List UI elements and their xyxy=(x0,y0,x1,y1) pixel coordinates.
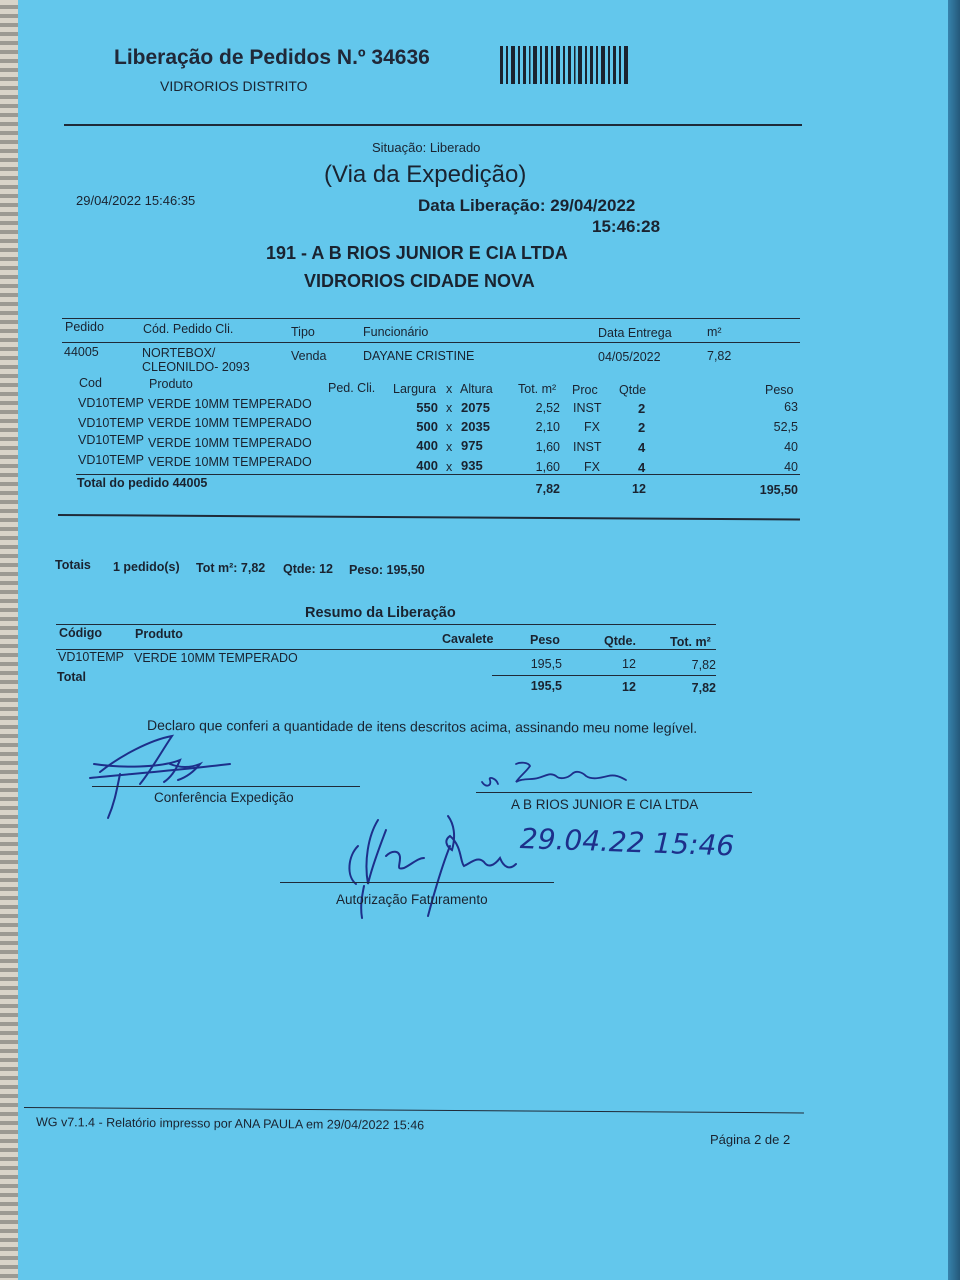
col-cod-pedido-cli: Cód. Pedido Cli. xyxy=(143,322,234,336)
order-total-label: Total do pedido 44005 xyxy=(77,476,208,490)
items-col-produto: Produto xyxy=(149,377,193,391)
item-produto: VERDE 10MM TEMPERADO xyxy=(148,397,312,411)
item-proc: FX xyxy=(584,460,600,474)
col-funcionario: Funcionário xyxy=(363,325,429,339)
declaration-text: Declaro que conferi a quantidade de itens descritos acima, assinando meu nome legível. xyxy=(146,717,698,736)
footer-printed-by: WG v7.1.4 - Relatório impresso por ANA PAULA em 29/04/2022 15:46 xyxy=(35,1115,425,1133)
summary-col-cavalete: Cavalete xyxy=(442,632,494,646)
item-produto: VERDE 10MM TEMPERADO xyxy=(148,436,312,450)
summary-total-label: Total xyxy=(57,670,86,684)
item-altura: 935 xyxy=(461,458,483,473)
summary-codigo: VD10TEMP xyxy=(58,650,124,664)
item-cod: VD10TEMP xyxy=(78,433,144,447)
conferencia-label: Conferência Expedição xyxy=(154,790,294,805)
order-funcionario: DAYANE CRISTINE xyxy=(363,349,475,363)
items-col-cod: Cod xyxy=(79,376,102,390)
item-qtde: 4 xyxy=(638,460,646,475)
summary-tot-m2: 7,82 xyxy=(691,658,716,672)
item-peso: 40 xyxy=(784,440,798,454)
client-signature-label: A B RIOS JUNIOR E CIA LTDA xyxy=(511,797,699,812)
item-altura: 2035 xyxy=(461,419,490,434)
item-produto: VERDE 10MM TEMPERADO xyxy=(148,455,312,469)
issuer-company: VIDRORIOS DISTRITO xyxy=(160,78,308,94)
item-tot-m2: 1,60 xyxy=(535,440,560,454)
item-qtde: 2 xyxy=(638,401,646,416)
items-col-tot-m2: Tot. m² xyxy=(518,382,557,396)
totals-m2: Tot m²: 7,82 xyxy=(196,561,266,575)
item-cod: VD10TEMP xyxy=(78,453,144,467)
totals-peso: Peso: 195,50 xyxy=(349,563,425,577)
item-qtde: 4 xyxy=(638,440,646,455)
col-pedido: Pedido xyxy=(65,320,104,334)
summary-peso: 195,5 xyxy=(530,657,562,671)
document-title: Liberação de Pedidos N.º 34636 xyxy=(114,46,430,69)
release-time: 15:46:28 xyxy=(592,217,661,236)
autorizacao-label: Autorização Faturamento xyxy=(336,892,488,907)
items-col-qtde: Qtde xyxy=(619,383,647,397)
handwritten-date: 29.04.22 15:46 xyxy=(519,822,735,863)
item-largura: 550 xyxy=(416,400,438,415)
item-proc: FX xyxy=(584,420,600,434)
order-data-entrega: 04/05/2022 xyxy=(598,350,661,364)
item-produto: VERDE 10MM TEMPERADO xyxy=(148,416,312,430)
barcode xyxy=(498,44,632,86)
col-data-entrega: Data Entrega xyxy=(598,326,672,340)
item-x: x xyxy=(446,460,453,474)
footer-page-number: Página 2 de 2 xyxy=(710,1132,791,1147)
order-total-m2: 7,82 xyxy=(535,482,560,496)
items-col-largura: Largura xyxy=(393,382,437,396)
order-top-rule xyxy=(62,318,800,319)
summary-qtde: 12 xyxy=(622,657,636,671)
order-header-rule xyxy=(62,342,800,343)
page-shadow xyxy=(946,0,960,1280)
item-cod: VD10TEMP xyxy=(78,396,144,410)
order-cod-cli-1: NORTEBOX/ xyxy=(142,346,216,360)
item-peso: 52,5 xyxy=(773,420,798,434)
totals-label: Totais xyxy=(55,558,91,572)
item-x: x xyxy=(446,440,453,454)
summary-col-codigo: Código xyxy=(59,626,103,640)
items-total-rule xyxy=(76,474,800,475)
item-cod: VD10TEMP xyxy=(78,416,144,430)
summary-total-tot-m2: 7,82 xyxy=(691,681,716,695)
item-largura: 400 xyxy=(416,438,438,453)
client-line xyxy=(476,792,752,793)
print-datetime: 29/04/2022 15:46:35 xyxy=(76,193,196,208)
col-tipo: Tipo xyxy=(291,325,315,339)
order-total-qtde: 12 xyxy=(632,482,646,496)
conferencia-line xyxy=(92,786,360,787)
item-x: x xyxy=(446,420,453,434)
summary-produto: VERDE 10MM TEMPERADO xyxy=(134,651,298,665)
client-name: 191 - A B RIOS JUNIOR E CIA LTDA xyxy=(266,243,568,263)
items-col-ped-cli: Ped. Cli. xyxy=(328,381,376,395)
order-m2: 7,82 xyxy=(707,349,732,363)
item-proc: INST xyxy=(573,440,602,454)
summary-col-produto: Produto xyxy=(135,627,183,641)
item-tot-m2: 1,60 xyxy=(535,460,560,474)
item-proc: INST xyxy=(573,401,602,415)
order-bottom-rule xyxy=(58,514,800,521)
summary-col-peso: Peso xyxy=(530,633,560,647)
item-tot-m2: 2,10 xyxy=(535,420,560,434)
client-branch: VIDRORIOS CIDADE NOVA xyxy=(304,271,535,291)
item-peso: 40 xyxy=(784,460,798,474)
items-col-altura: Altura xyxy=(460,382,493,396)
item-qtde: 2 xyxy=(638,420,646,435)
items-col-proc: Proc xyxy=(572,383,598,397)
notebook-edge xyxy=(0,0,20,1280)
item-altura: 2075 xyxy=(461,400,490,415)
autorizacao-line xyxy=(280,882,554,883)
release-date: Data Liberação: 29/04/2022 xyxy=(418,196,636,215)
signature-conferencia xyxy=(80,734,260,824)
situation-label: Situação: Liberado xyxy=(372,140,481,155)
order-tipo: Venda xyxy=(291,349,327,363)
summary-header-rule xyxy=(56,649,716,650)
footer-rule xyxy=(24,1107,804,1113)
items-col-x: x xyxy=(446,382,453,396)
document-sheet xyxy=(18,0,948,1280)
totals-qtde: Qtde: 12 xyxy=(283,562,334,576)
item-largura: 400 xyxy=(416,458,438,473)
summary-top-rule xyxy=(56,624,716,625)
summary-col-tot-m2: Tot. m² xyxy=(670,635,711,649)
summary-total-qtde: 12 xyxy=(622,680,636,694)
item-altura: 975 xyxy=(461,438,483,453)
header-divider xyxy=(64,124,802,126)
col-m2: m² xyxy=(707,325,722,339)
summary-total-rule xyxy=(492,675,716,676)
order-pedido: 44005 xyxy=(64,345,99,359)
order-cod-cli-2: CLEONILDO- 2093 xyxy=(142,360,250,374)
summary-total-peso: 195,5 xyxy=(530,679,562,693)
summary-col-qtde: Qtde. xyxy=(604,634,636,648)
copy-label: (Via da Expedição) xyxy=(324,161,527,188)
summary-title: Resumo da Liberação xyxy=(305,605,456,621)
item-tot-m2: 2,52 xyxy=(535,401,560,415)
item-largura: 500 xyxy=(416,419,438,434)
order-total-peso: 195,50 xyxy=(759,483,798,497)
item-peso: 63 xyxy=(784,400,798,414)
totals-pedidos: 1 pedido(s) xyxy=(113,560,180,574)
items-col-peso: Peso xyxy=(765,383,794,397)
item-x: x xyxy=(446,401,453,415)
